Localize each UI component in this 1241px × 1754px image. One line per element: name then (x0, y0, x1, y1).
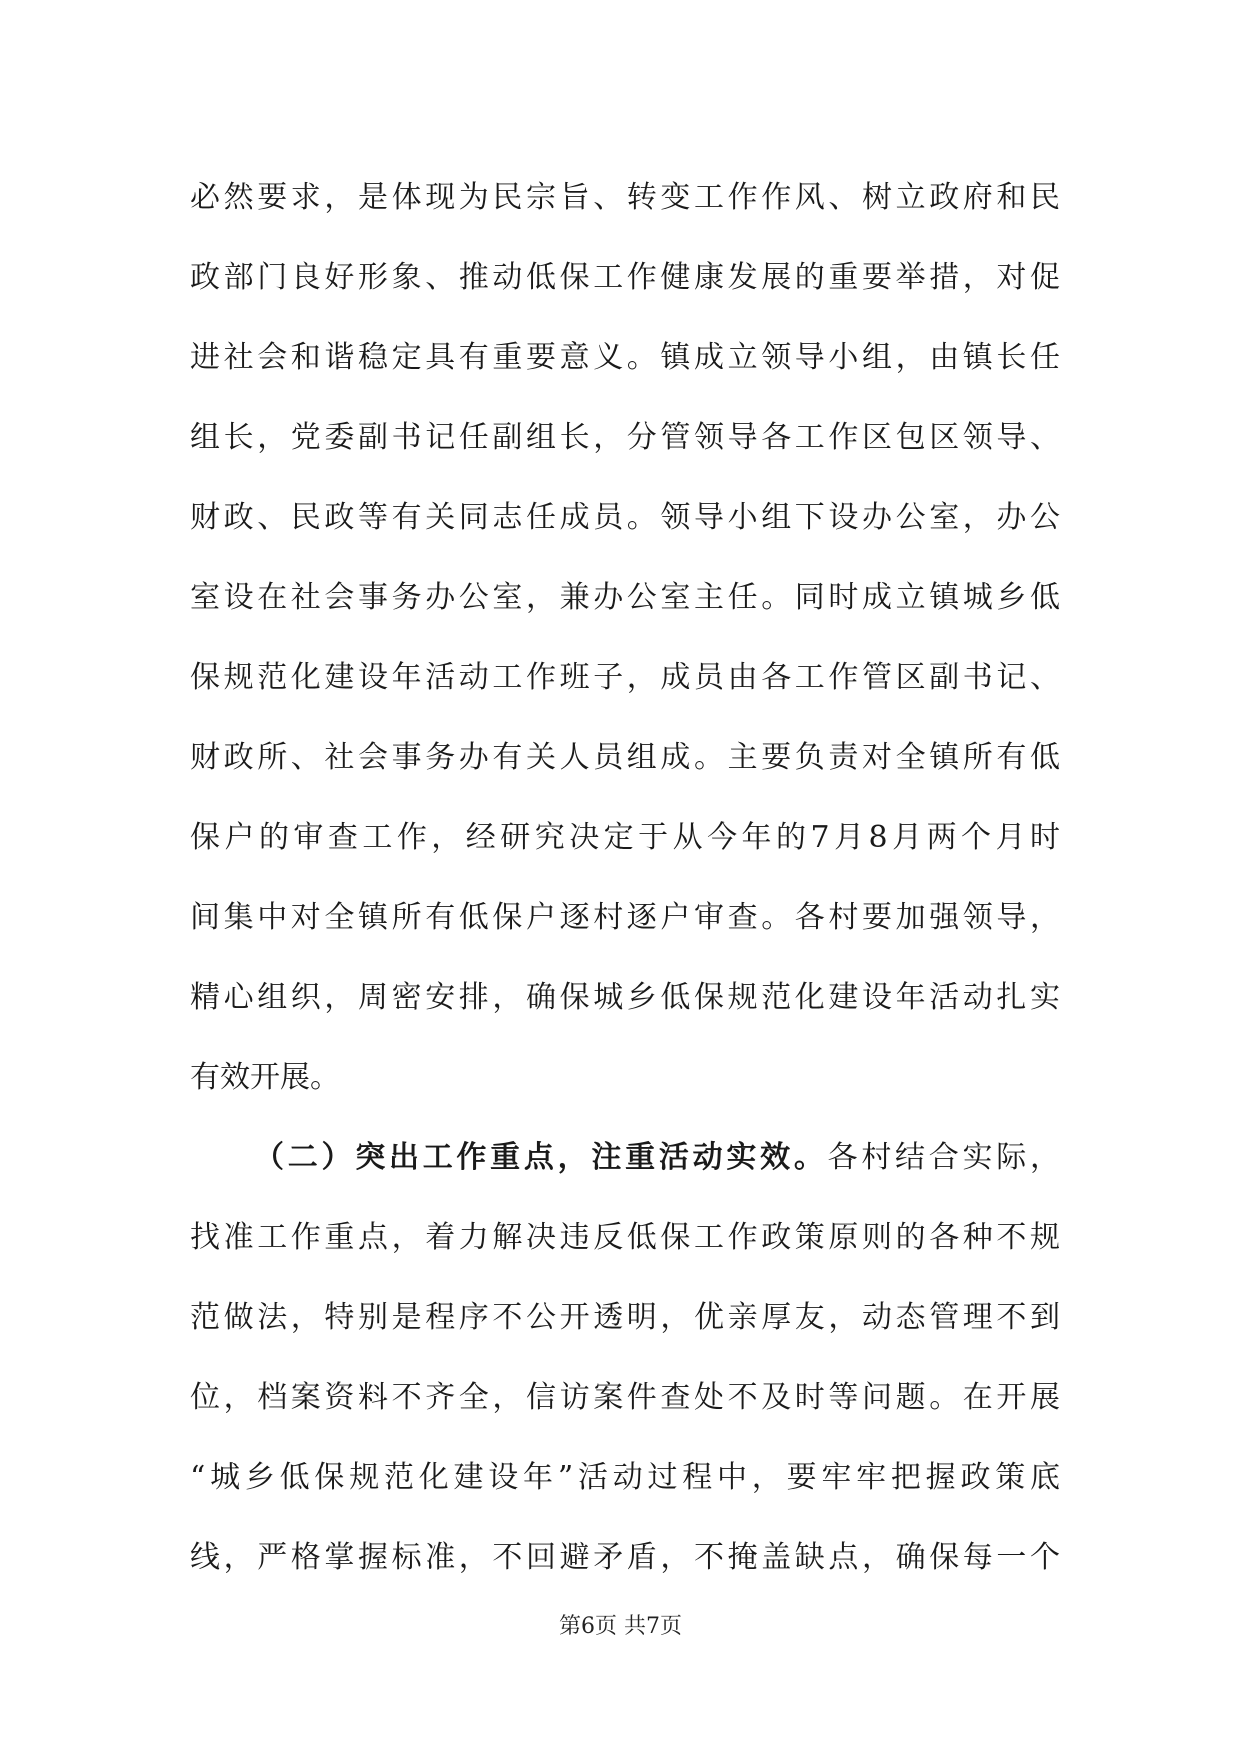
text-line: 财政、民政等有关同志任成员。领导小组下设办公室，办公 (190, 500, 1060, 535)
text-line: “城乡低保规范化建设年”活动过程中，要牢牢把握政策底 (190, 1460, 1060, 1495)
text-line: 精心组织，周密安排，确保城乡低保规范化建设年活动扎实 (190, 980, 1060, 1015)
text-line: 保规范化建设年活动工作班子，成员由各工作管区副书记、 (190, 660, 1060, 695)
text-line: 间集中对全镇所有低保户逐村逐户审查。各村要加强领导， (190, 900, 1060, 935)
text-line: 找准工作重点，着力解决违反低保工作政策原则的各种不规 (190, 1220, 1060, 1255)
text-line: 财政所、社会事务办有关人员组成。主要负责对全镇所有低 (190, 740, 1060, 775)
section-heading-line (190, 1118, 1060, 1198)
text-line: 政部门良好形象、推动低保工作健康发展的重要举措，对促 (190, 260, 1060, 295)
section-heading: （二）突出工作重点，注重活动实效。 (254, 1140, 828, 1175)
text-line: 保户的审查工作，经研究决定于从今年的7月8月两个月时 (190, 820, 1060, 855)
text-line: 线，严格掌握标准，不回避矛盾，不掩盖缺点，确保每一个 (190, 1540, 1060, 1575)
section-heading-rest: 各村结合实际， (827, 1140, 1060, 1175)
page-number-footer: 第6页 共7页 (559, 1614, 682, 1639)
body-text (190, 158, 1060, 1598)
text-line: 有效开展。 (190, 1060, 340, 1095)
text-line: 位，档案资料不齐全，信访案件查处不及时等问题。在开展 (190, 1380, 1060, 1415)
text-line: 必然要求，是体现为民宗旨、转变工作作风、树立政府和民 (190, 180, 1060, 215)
text-line: 室设在社会事务办公室，兼办公室主任。同时成立镇城乡低 (190, 580, 1060, 615)
text-line: 进社会和谐稳定具有重要意义。镇成立领导小组，由镇长任 (190, 340, 1060, 375)
text-line: 组长，党委副书记任副组长，分管领导各工作区包区领导、 (190, 420, 1060, 455)
text-line: 范做法，特别是程序不公开透明，优亲厚友，动态管理不到 (190, 1300, 1060, 1335)
